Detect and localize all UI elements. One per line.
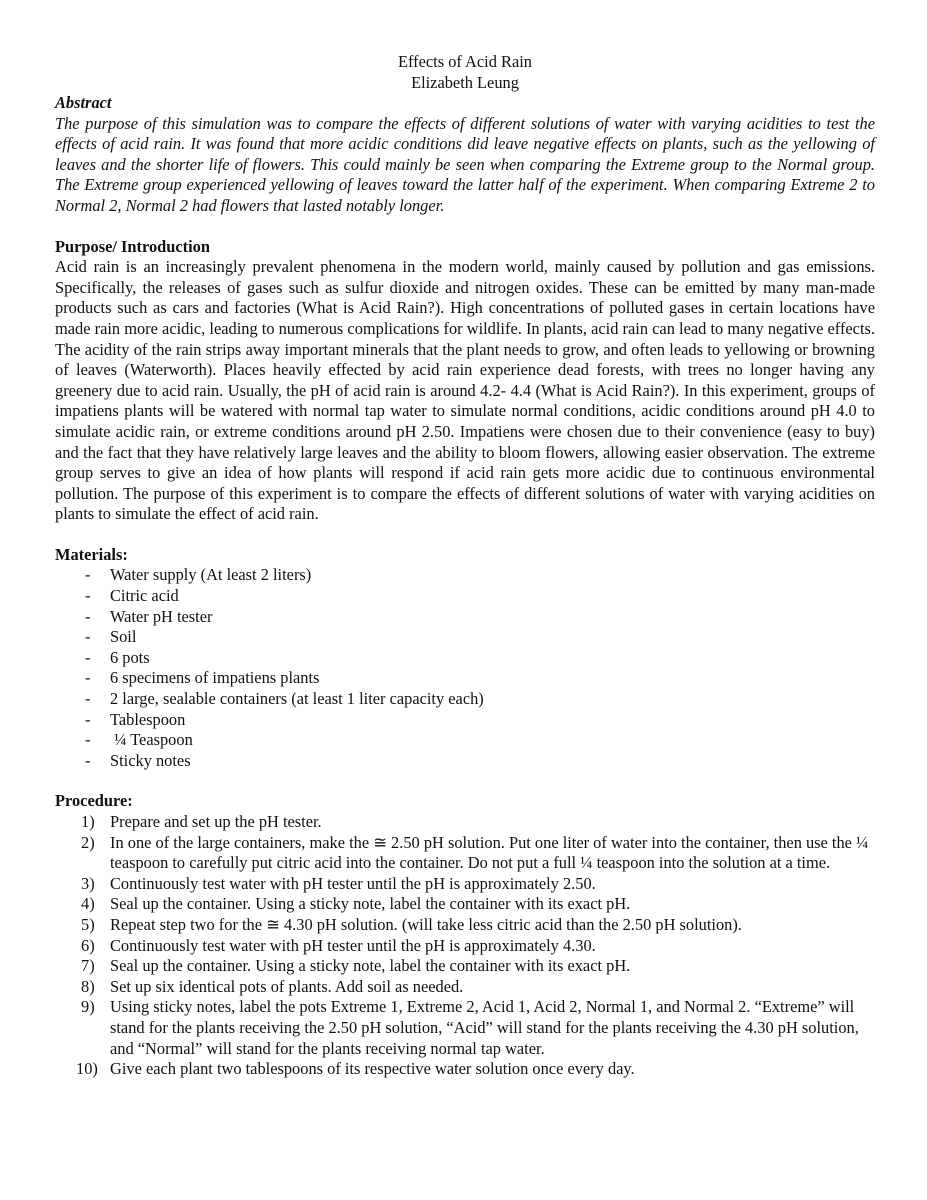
document-title: Effects of Acid Rain (398, 52, 532, 71)
step-number: 2) (81, 832, 95, 852)
bullet-dash: - (85, 565, 91, 585)
step-text: Seal up the container. Using a sticky note, label the container with its exact pH. (110, 894, 631, 914)
list-item (55, 751, 875, 772)
step-text: Seal up the container. Using a sticky note, label the container with its exact pH. (110, 956, 631, 976)
materials-heading: Materials: (55, 544, 128, 564)
step-number: 8) (81, 976, 95, 996)
list-item (55, 812, 875, 833)
step-number: 6) (81, 935, 95, 955)
bullet-dash: - (85, 627, 91, 647)
list-item (55, 607, 875, 628)
step-text: Set up six identical pots of plants. Add soil as needed. (110, 976, 464, 996)
step-text: In one of the large containers, make the ≅ 2.50 pH solution. Put one liter of water into the container, then use the ¼ teaspoon to carefully put citric acid into the container. Do not put a full ¼ teaspoon into the solution at a time. (110, 832, 869, 873)
materials-section (55, 545, 875, 772)
step-number: 9) (81, 997, 95, 1017)
list-item (55, 977, 875, 998)
list-item (55, 874, 875, 895)
list-item (55, 648, 875, 669)
list-item (55, 668, 875, 689)
procedure-heading: Procedure: (55, 791, 133, 811)
material-text: Sticky notes (110, 750, 191, 770)
materials-list (55, 565, 875, 771)
list-item (55, 936, 875, 957)
bullet-dash: - (85, 750, 91, 770)
abstract-text: The purpose of this simulation was to compare the effects of different solutions of water with varying acidities to test the effects of acid rain. It was found that more acidic conditions did leave negative effects on plants, such as the yellowing of leaves and the shorter life of flowers. This could mainly be seen when comparing the Extreme group to the Normal group. The Extreme group experienced yellowing of leaves toward the latter half of the experiment. When comparing Extreme 2 to Normal 2, Normal 2 had flowers that lasted notably longer. (55, 113, 875, 215)
bullet-dash: - (85, 668, 91, 688)
list-item (55, 1059, 875, 1080)
material-text: Tablespoon (110, 709, 186, 729)
list-item (55, 915, 875, 936)
bullet-dash: - (85, 606, 91, 626)
bullet-dash: - (85, 709, 91, 729)
procedure-section (55, 791, 875, 1079)
step-text: Continuously test water with pH tester until the pH is approximately 4.30. (110, 935, 596, 955)
material-text: 6 specimens of impatiens plants (110, 668, 320, 688)
list-item (55, 956, 875, 977)
material-text: Soil (110, 627, 137, 647)
material-text: Water pH tester (110, 606, 213, 626)
step-text: Using sticky notes, label the pots Extreme 1, Extreme 2, Acid 1, Acid 2, Normal 1, and Normal 2. “Extreme” will stand for the plants receiving the 2.50 pH solution, “Acid” will stand for the plants receiving the 4.30 pH solution, and “Normal” will stand for the plants receiving normal tap water. (110, 997, 859, 1058)
list-item (55, 565, 875, 586)
material-text: ¼ Teaspoon (110, 730, 193, 750)
material-text: 2 large, sealable containers (at least 1 liter capacity each) (110, 689, 484, 709)
bullet-dash: - (85, 730, 91, 750)
bullet-dash: - (85, 647, 91, 667)
material-text: 6 pots (110, 647, 150, 667)
step-text: Continuously test water with pH tester until the pH is approximately 2.50. (110, 873, 596, 893)
abstract-heading: Abstract (55, 93, 112, 112)
introduction-text: Acid rain is an increasingly prevalent phenomena in the modern world, mainly caused by pollution and gas emissions. Specifically, the releases of gases such as sulfur dioxide and nitrogen oxides. These can be emitted by many man-made products such as cars and factories (What is Acid Rain?). High concentrations of polluted gases in certain locations have made rain more acidic, leading to numerous complications for wildlife. In plants, acid rain can lead to many negative effects. The acidity of the rain strips away important minerals that the plant needs to grow, and often leads to yellowing or browning of leaves (Waterworth). Places heavily effected by acid rain experience dead forests, with trees no longer having any greenery due to acid rain. Usually, the pH of acid rain is around 4.2- 4.4 (What is Acid Rain?). In this experiment, groups of impatiens plants will be watered with normal tap water to simulate normal conditions, acidic conditions around pH 4.0 to simulate acidic rain, or extreme conditions around pH 2.50. Impatiens were chosen due to their convenience (easy to buy) and the fact that they have relatively large leaves and the ability to bloom flowers, allowing easier observation. The extreme group serves to give an idea of how plants will respond if acid rain gets more acidic due to continuous environmental pollution. The purpose of this experiment is to compare the effects of different solutions of water with varying acidities on plants to simulate the effect of acid rain. (55, 257, 875, 524)
bullet-dash: - (85, 586, 91, 606)
step-number: 1) (81, 812, 95, 831)
step-text: Repeat step two for the ≅ 4.30 pH solution. (will take less citric acid than the 2.50 pH solution). (110, 914, 742, 934)
bullet-dash: - (85, 689, 91, 709)
list-item (55, 710, 875, 731)
step-number: 5) (81, 914, 95, 934)
list-item (55, 833, 875, 874)
title-block (55, 52, 875, 93)
step-number: 10) (76, 1059, 98, 1079)
step-text: Prepare and set up the pH tester. (110, 812, 322, 831)
step-number: 4) (81, 894, 95, 914)
step-number: 7) (81, 956, 95, 976)
step-number: 3) (81, 873, 95, 893)
list-item (55, 997, 875, 1059)
material-text: Citric acid (110, 586, 179, 606)
list-item (55, 627, 875, 648)
list-item (55, 586, 875, 607)
list-item (55, 689, 875, 710)
introduction-section (55, 237, 875, 525)
list-item (55, 730, 875, 751)
material-text: Water supply (At least 2 liters) (110, 565, 312, 585)
introduction-heading: Purpose/ Introduction (55, 236, 210, 256)
abstract-section (55, 93, 875, 217)
list-item (55, 894, 875, 915)
step-text: Give each plant two tablespoons of its respective water solution once every day. (110, 1059, 635, 1079)
procedure-list (55, 812, 875, 1080)
document-author: Elizabeth Leung (411, 72, 519, 92)
